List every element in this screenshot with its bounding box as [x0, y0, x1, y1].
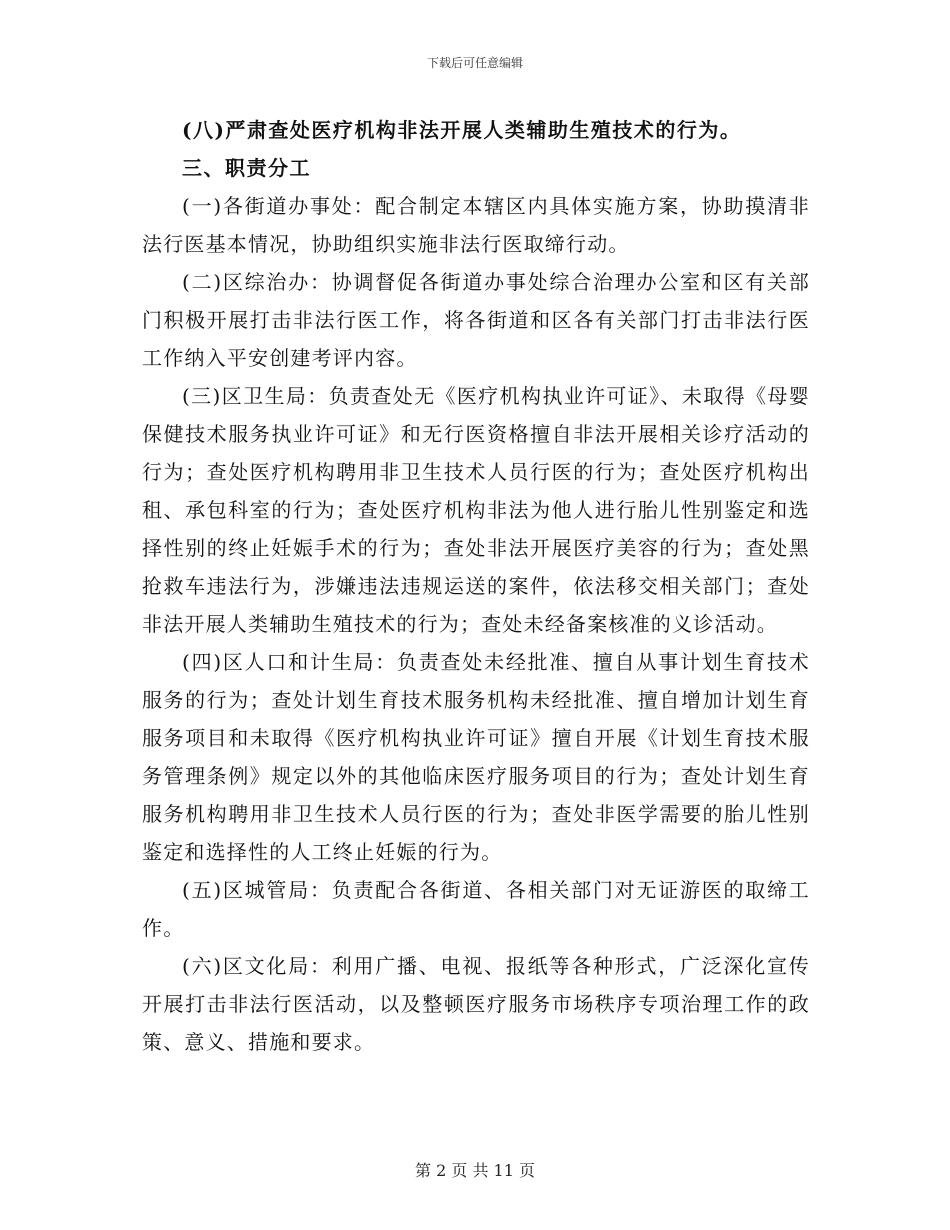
- document-body: [142, 111, 810, 1061]
- paragraph-urban-management-bureau: (五)区城管局：负责配合各街道、各相关部门对无证游医的取缔工作。: [142, 878, 810, 940]
- paragraph-street-offices: (一)各街道办事处：配合制定本辖区内具体实施方案，协助摸清非法行医基本情况，协助组织实施非法行医取缔行动。: [142, 194, 810, 256]
- paragraph-family-planning-bureau: (四)区人口和计生局：负责查处未经批准、擅自从事计划生育技术服务的行为；查处计划生育技术服务机构未经批准、擅自增加计划生育服务项目和未取得《医疗机构执业许可证》擅自开展《计划生育技术服务管理条例》规定以外的其他临床医疗服务项目的行为；查处计划生育服务机构聘用非卫生技术人员行医的行为；查处非医学需要的胎儿性别鉴定和选择性的人工终止妊娠的行为。: [142, 650, 810, 864]
- heading-responsibilities: 三、职责分工: [182, 156, 311, 180]
- paragraph-section-8: (八)严肃查处医疗机构非法开展人类辅助生殖技术的行为。: [182, 118, 742, 142]
- header-note: 下载后可任意编辑: [426, 56, 523, 70]
- paragraph-health-bureau: (三)区卫生局：负责查处无《医疗机构执业许可证》、未取得《母婴保健技术服务执业许可证》和无行医资格擅自非法开展相关诊疗活动的行为；查处医疗机构聘用非卫生技术人员行医的行为；查处医疗机构出租、承包科室的行为；查处医疗机构非法为他人进行胎儿性别鉴定和选择性别的终止妊娠手术的行为；查处非法开展医疗美容的行为；查处黑抢救车违法行为，涉嫌违法违规运送的案件，依法移交相关部门；查处非法开展人类辅助生殖技术的行为；查处未经备案核准的义诊活动。: [142, 384, 810, 636]
- paragraph-comprehensive-office: (二)区综治办：协调督促各街道办事处综合治理办公室和区有关部门积极开展打击非法行医工作，将各街道和区各有关部门打击非法行医工作纳入平安创建考评内容。: [142, 270, 810, 370]
- paragraph-culture-bureau: (六)区文化局：利用广播、电视、报纸等各种形式，广泛深化宣传开展打击非法行医活动，以及整顿医疗服务市场秩序专项治理工作的政策、意义、措施和要求。: [142, 954, 810, 1054]
- page-number: 第 2 页 共 11 页: [415, 1161, 535, 1180]
